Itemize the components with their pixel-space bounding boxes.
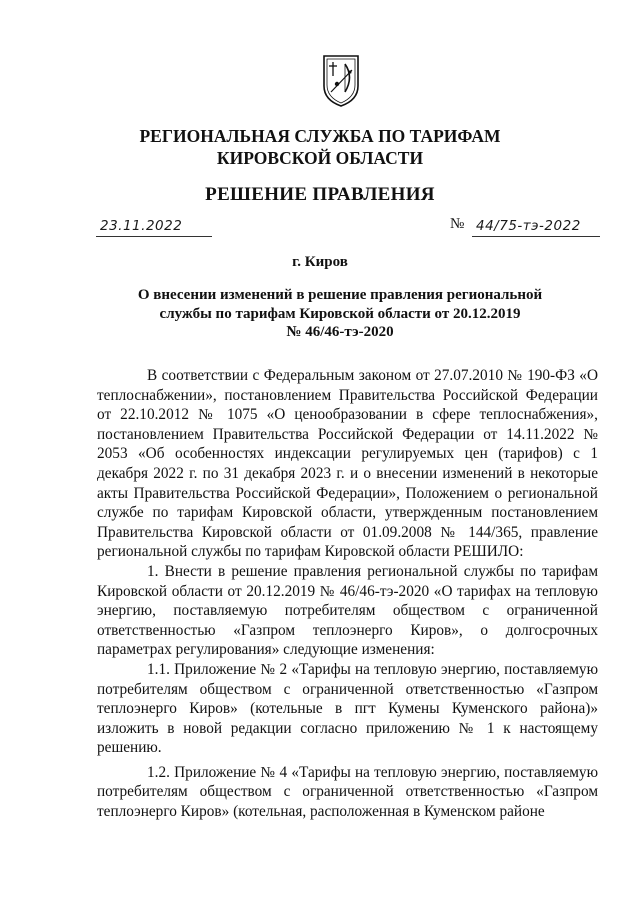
coat-of-arms-icon (321, 52, 361, 108)
document-body (97, 366, 598, 822)
city-name: г. Киров (292, 254, 348, 270)
document-date-field (96, 216, 212, 237)
organization-name (0, 125, 640, 169)
body-paragraph-1: В соответствии с Федеральным законом от 27.07.2010 № 190-ФЗ «О теплоснабжении», постановлением Правительства Российской Федерации от 22.10.2012 № 1075 «О ценообразовании в сфере теплоснабжения», постановлением Правительства Российской Федерации от 14.11.2022 № 2053 «Об особенностях индексации регулируемых цен (тарифов) с 1 декабря 2022 г. по 31 декабря 2023 г. и о внесении изменений в некоторые акты Правительства Российской Федерации», Положением о региональной службе по тарифам Кировской области, утвержденным постановлением Правительства Кировской области от 01.09.2008 № 144/365, правление региональной службы по тарифам Кировской области РЕШИЛО: (97, 367, 598, 561)
document-number-line (472, 216, 600, 237)
document-type-title: РЕШЕНИЕ ПРАВЛЕНИЯ (205, 184, 435, 205)
document-subject (100, 286, 580, 342)
body-paragraph-4: 1.2. Приложение № 4 «Тарифы на тепловую энергию, поставляемую потребителям обществом с ограниченной ответственностью «Газпром теплоэнерго Киров» (котельная, расположенная в Куменском районе (97, 763, 598, 821)
document-number: 44/75-тэ-2022 (476, 218, 581, 234)
subject-line-3: № 46/46-тэ-2020 (286, 324, 394, 340)
document-date: 23.11.2022 (100, 218, 183, 234)
subject-line-2: службы по тарифам Кировской области от 20.12.2019 (159, 305, 521, 322)
org-line-2: КИРОВСКОЙ ОБЛАСТИ (216, 148, 424, 168)
org-line-1: РЕГИОНАЛЬНАЯ СЛУЖБА ПО ТАРИФАМ (139, 126, 501, 146)
body-paragraph-3: 1.1. Приложение № 2 «Тарифы на тепловую энергию, поставляемую потребителям обществом с ограниченной ответственностью «Газпром теплоэнерго Киров» (котельные в пгт Кумены Куменского района)» изложить в новой редакции согласно приложению № 1 к настоящему решению. (97, 660, 598, 757)
document-number-field (450, 216, 600, 236)
body-paragraph-2: 1. Внести в решение правления региональной службы по тарифам Кировской области от 20.12.2019 № 46/46-тэ-2020 «О тарифах на тепловую энергию, поставляемую потребителям обществом с ограниченной ответственностью «Газпром теплоэнерго Киров», о долгосрочных параметрах регулирования» следующие изменения: (97, 562, 598, 659)
number-sign: № (450, 216, 465, 232)
subject-line-1: О внесении изменений в решение правления региональной (137, 287, 543, 303)
